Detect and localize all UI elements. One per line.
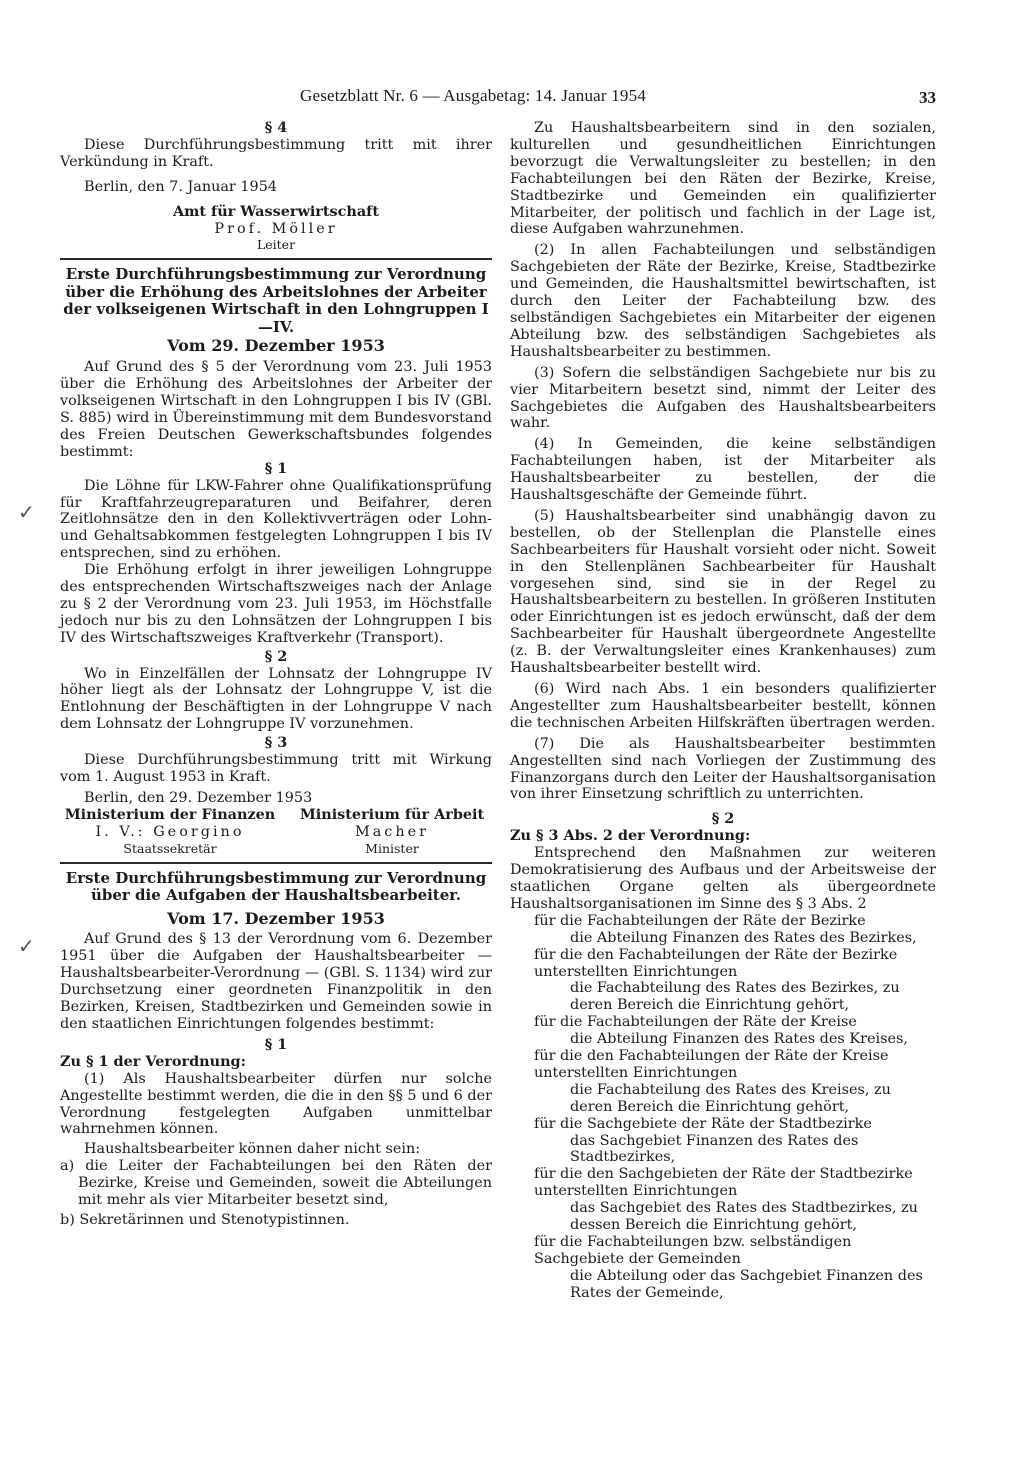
list-item-target: für die Fachabteilungen bzw. selbständigen Sachgebiete der Gemeinden [534, 1234, 852, 1267]
place-date: Berlin, den 29. Dezember 1953 [84, 789, 313, 806]
paragraph: Zu Haushaltsbearbeitern sind in den sozialen, kulturellen und gesundheitlichen Einrichtungen bevorzugt die Verwaltungsleiter zu bestellen; in den Fachabteilungen bei den Räten der Bezirke, Kreise, Stadtbezirke und Gemeinden ein qualifizierter Mitarbeiter, der politisch und fachlich in der Lage ist, diese Aufgaben wahrzunehmen. [510, 120, 936, 238]
signatory-role: Minister [365, 840, 419, 856]
signatory-org: Amt für Wasserwirtschaft [172, 202, 380, 220]
list-item-target: für die den Sachgebieten der Räte der Stadtbezirke unterstellten Einrichtungen [534, 1166, 913, 1200]
paragraph: Diese Durchführungsbestimmung tritt mit Wirkung vom 1. August 1953 in Kraft. [60, 752, 492, 785]
document-title: Erste Durchführungsbestimmung zur Verordnung über die Aufgaben der Haushaltsbearbeiter. [65, 868, 487, 905]
signature-block [60, 807, 492, 858]
margin-check-mark-icon: ✓ [18, 500, 35, 524]
subsection-heading: Zu § 3 Abs. 2 der Verordnung: [510, 827, 751, 845]
list-item-target: für die den Fachabteilungen der Räte der Kreise unterstellten Einrichtungen [534, 1048, 889, 1081]
paragraph: Haushaltsbearbeiter können daher nicht sein: [84, 1141, 421, 1158]
paragraph: Die Löhne für LKW-Fahrer ohne Qualifikationsprüfung für Kraftfahrzeugreparaturen und Beifahrer, deren Zeitlohnsätze den in den Kollektivverträgen oder Lohn- und Gehaltsabkommen festgelegten Lohngruppen I bis IV entsprechen, sind zu erhöhen. [60, 477, 492, 562]
paragraph: (4) In Gemeinden, die keine selbständigen Fachabteilungen haben, ist der Mitarbeiter als Haushaltsbearbeiter zu bestellen, der die Haushaltsgeschäfte der Gemeinde führt. [510, 436, 936, 504]
paragraph: (5) Haushaltsbearbeiter sind unabhängig davon zu bestellen, ob der Stellenplan die Planstelle eines Sachbearbeiters für Haushalt vorsieht oder nicht. Soweit in den Stellenplänen Sachbearbeiter für Haushalt vorgesehen sind, sind sie in der Regel zu Haushaltsbearbeitern zu bestellen. In größeren Instituten oder Einrichtungen ist es jedoch erwünscht, daß der dem Sachbearbeiter für Haushalt übergeordnete Angestellte (z. B. der Verwaltungsleiter eines Krankenhauses) zum Haushaltsbearbeiter bestellt wird. [510, 507, 936, 677]
paragraph: (6) Wird nach Abs. 1 ein besonders qualifizierter Angestellter zum Haushaltsbearbeiter bestellt, können die technischen Arbeiten Hilfskräften übertragen werden. [510, 681, 936, 731]
section-heading: § 2 [264, 647, 288, 665]
paragraph: (3) Sofern die selbständigen Sachgebiete nur bis zu vier Mitarbeitern besetzt sind, nimmt der Leiter des Sachgebietes die Aufgaben des Haushaltsbearbeiters wahr. [510, 364, 936, 432]
left-column [60, 120, 492, 1229]
list-item-target: für die den Fachabteilungen der Räte der Bezirke unterstellten Einrichtungen [534, 946, 898, 980]
list-item-authority: die Fachabteilung des Rates des Kreises, zu deren Bereich die Einrichtung gehört, [570, 1081, 891, 1115]
section-heading: § 2 [711, 810, 735, 828]
list-item-authority: das Sachgebiet des Rates des Stadtbezirkes, zu dessen Bereich die Einrichtung gehört, [570, 1200, 918, 1234]
list-item-target: für die Sachgebiete der Räte der Stadtbezirke [534, 1115, 872, 1132]
signatory-org: Ministerium für Arbeit [299, 805, 485, 823]
divider [60, 258, 492, 260]
subsection-heading: Zu § 1 der Verordnung: [60, 1052, 246, 1070]
signatory-org: Ministerium der Finanzen [64, 805, 276, 823]
organisation-list [510, 913, 936, 1302]
section-heading: § 1 [264, 459, 288, 477]
list-item-authority: die Fachabteilung des Rates des Bezirkes, zu deren Bereich die Einrichtung gehört, [570, 980, 900, 1014]
paragraph: Auf Grund des § 13 der Verordnung vom 6. Dezember 1951 über die Aufgaben der Haushaltsbearbeiter — Haushaltsbearbeiter-Verordnung — (GBl. S. 1134) wird zur Durchsetzung einer geordneten Finanzpolitik in den Bezirken, Kreisen, Stadtbezirken und Gemeinden sowie in den staatlichen Einrichtungen folgendes bestimmt: [60, 931, 492, 1032]
signatory-name: I. V.: Georgino [95, 823, 245, 840]
paragraph: Diese Durchführungsbestimmung tritt mit ihrer Verkündung in Kraft. [60, 136, 492, 170]
paragraph: (1) Als Haushaltsbearbeiter dürfen nur solche Angestellte bestimmt werden, die die in den §§ 5 und 6 der Verordnung festgelegten Aufgaben unmittelbar wahrnehmen können. [60, 1070, 492, 1138]
section-heading: § 3 [264, 734, 288, 752]
paragraph: (2) In allen Fachabteilungen und selbständigen Sachgebieten der Räte der Bezirke, Kreise, Stadtbezirke und Gemeinden, die Haushaltsmittel bewirtschaften, ist durch den Leiter der Fachabteilung bzw. des selbständigen Sachgebietes ein Mitarbeiter der eigenen Abteilung bzw. des selbständigen Sachgebietes als Haushaltsbearbeiter zu bestimmen. [510, 242, 936, 360]
list-item-authority: das Sachgebiet Finanzen des Rates des Stadtbezirkes, [570, 1132, 859, 1166]
list-item-authority: die Abteilung Finanzen des Rates des Kreises, [570, 1031, 908, 1048]
paragraph: Wo in Einzelfällen der Lohnsatz der Lohngruppe IV höher liegt als der Lohnsatz der Lohngruppe V, ist die Entlohnung der Beschäftigten in der Lohngruppe V nach dem Lohnsatz der Lohngruppe IV vorzunehmen. [60, 665, 492, 733]
document-title: Erste Durchführungsbestimmung zur Verordnung über die Erhöhung des Arbeitslohnes der Arbeiter der volkseigenen Wirtschaft in den Lohngruppen I—IV. [63, 265, 489, 336]
document-date: Vom 17. Dezember 1953 [167, 908, 385, 928]
right-column [510, 120, 936, 1302]
page-number: 33 [919, 88, 936, 107]
signature-finance [60, 807, 280, 858]
list-item: a) die Leiter der Fachabteilungen bei den Räten der Bezirke, Kreise und Gemeinden, soweit die Abteilungen mit mehr als vier Mitarbeiter besetzt sind, [60, 1158, 492, 1209]
section-heading: § 4 [264, 119, 288, 136]
list-item: b) Sekretärinnen und Stenotypistinnen. [60, 1211, 350, 1228]
signature-labour [292, 807, 492, 858]
signatory-role: Staatssekretär [123, 840, 217, 856]
paragraph: Die Erhöhung erfolgt in ihrer jeweiligen Lohngruppe des entsprechenden Wirtschaftszweiges nach der Anlage zu § 2 der Verordnung vom 23. Juli 1953, im Höchstfalle jedoch nur bis zu den Lohnsätzen der Lohngruppen I bis IV des Wirtschaftszweiges Kraftverkehr (Transport). [60, 562, 492, 646]
list-item-target: für die Fachabteilungen der Räte der Kreise [534, 1014, 857, 1031]
document-date: Vom 29. Dezember 1953 [167, 336, 385, 356]
paragraph: Auf Grund des § 5 der Verordnung vom 23. Juli 1953 über die Erhöhung des Arbeitslohnes der Arbeiter der volkseigenen Wirtschaft in den Lohngruppen I bis IV (GBl. S. 885) wird in Übereinstimmung mit dem Bundesvorstand des Freien Deutschen Gewerkschaftsbundes folgendes bestimmt: [60, 359, 492, 460]
list-item-target: für die Fachabteilungen der Räte der Bezirke [534, 912, 866, 929]
paragraph: Entsprechend den Maßnahmen zur weiteren Demokratisierung des Aufbaus und der Arbeitsweise der staatlichen Organe gelten als übergeordnete Haushaltsorganisationen im Sinne des § 3 Abs. 2 [510, 845, 936, 912]
page-header: Gesetzblatt Nr. 6 — Ausgabetag: 14. Januar 1954 [300, 86, 647, 105]
signatory-name: Prof. Möller [214, 220, 338, 237]
section-heading: § 1 [264, 1035, 288, 1053]
list-item-authority: die Abteilung Finanzen des Rates des Bezirkes, [570, 929, 917, 946]
divider [60, 862, 492, 864]
place-date: Berlin, den 7. Januar 1954 [84, 178, 278, 195]
signatory-name: Macher [354, 823, 430, 840]
signatory-role: Leiter [256, 237, 296, 253]
list-item-authority: die Abteilung oder das Sachgebiet Finanzen des Rates der Gemeinde, [570, 1267, 923, 1301]
margin-check-mark-icon: ✓ [18, 934, 35, 958]
paragraph: (7) Die als Haushaltsbearbeiter bestimmten Angestellten sind nach Vorliegen der Zustimmung des Finanzorgans durch den Leiter der Haushaltsorganisation von ihrer Einsetzung schriftlich zu unterrichten. [510, 735, 936, 803]
